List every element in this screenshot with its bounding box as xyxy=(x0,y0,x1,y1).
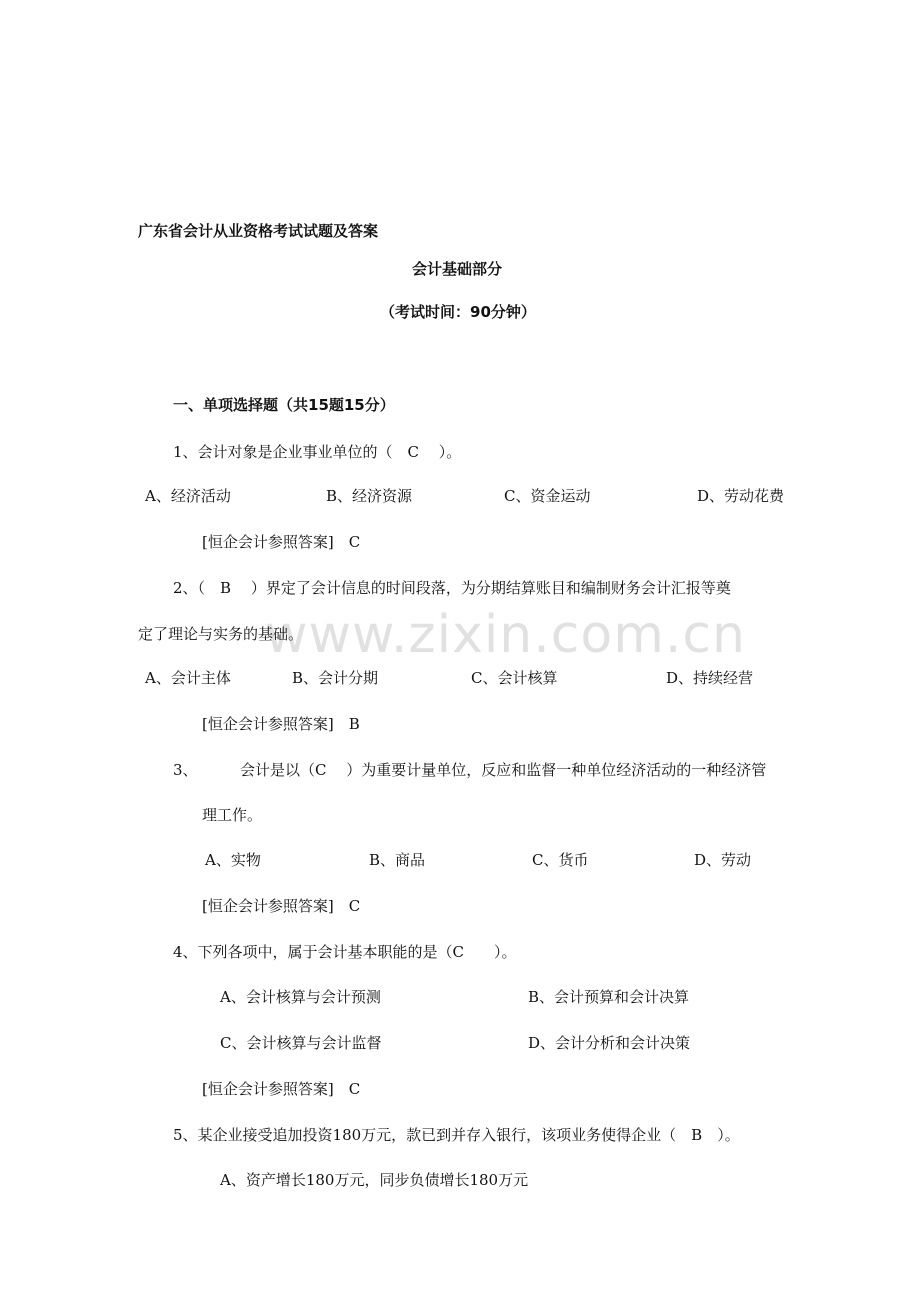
watermark: www.zixin.com.cn xyxy=(265,605,746,665)
document-title: 广东省会计从业资格考试试题及答案 xyxy=(138,222,379,240)
q3-option-d: D、劳动 xyxy=(694,851,752,869)
question-4: 4、下列各项中，属于会计基本职能的是（C ）。 xyxy=(173,943,517,961)
q4-answer: [恒企会计参照答案] C xyxy=(202,1080,361,1098)
part-heading: 一、单项选择题（共15题15分） xyxy=(173,396,395,414)
q4-option-b: B、会计预算和会计决算 xyxy=(528,988,690,1006)
section-title: 会计基础部分 xyxy=(412,260,503,278)
q1-option-a: A、经济活动 xyxy=(145,487,231,505)
q2-answer: [恒企会计参照答案] B xyxy=(202,715,360,733)
q2-option-d: D、持续经营 xyxy=(666,669,754,687)
q2-option-c: C、会计核算 xyxy=(471,669,558,687)
question-3-line-2: 理工作。 xyxy=(202,806,263,824)
question-3-number: 3、 xyxy=(173,761,198,779)
exam-time: （考试时间：90分钟） xyxy=(380,303,536,321)
question-3-line-1: 会计是以（C ）为重要计量单位，反应和监督一种单位经济活动的一种经济管 xyxy=(240,761,767,779)
q4-option-a: A、会计核算与会计预测 xyxy=(220,988,381,1006)
q2-option-a: A、会计主体 xyxy=(145,669,231,687)
q3-option-c: C、货币 xyxy=(532,851,589,869)
q3-answer: [恒企会计参照答案] C xyxy=(202,897,361,915)
q1-option-c: C、资金运动 xyxy=(504,487,591,505)
q1-option-b: B、经济资源 xyxy=(326,487,413,505)
question-1: 1、会计对象是企业事业单位的（ C ）。 xyxy=(173,443,462,461)
q1-option-d: D、劳动花费 xyxy=(697,487,785,505)
q1-answer: [恒企会计参照答案] C xyxy=(202,533,361,551)
question-5: 5、某企业接受追加投资180万元，款已到并存入银行，该项业务使得企业（ B ）。 xyxy=(173,1126,740,1144)
q2-option-b: B、会计分期 xyxy=(292,669,379,687)
question-2-line-1: 2、（ B ）界定了会计信息的时间段落，为分期结算账目和编制财务会计汇报等奠 xyxy=(173,579,731,597)
q5-option-a: A、资产增长180万元，同步负债增长180万元 xyxy=(220,1171,529,1189)
q4-option-d: D、会计分析和会计决策 xyxy=(528,1034,691,1052)
q4-option-c: C、会计核算与会计监督 xyxy=(220,1034,382,1052)
question-2-line-2: 定了理论与实务的基础。 xyxy=(138,625,304,643)
q3-option-a: A、实物 xyxy=(205,851,261,869)
q3-option-b: B、商品 xyxy=(369,851,426,869)
